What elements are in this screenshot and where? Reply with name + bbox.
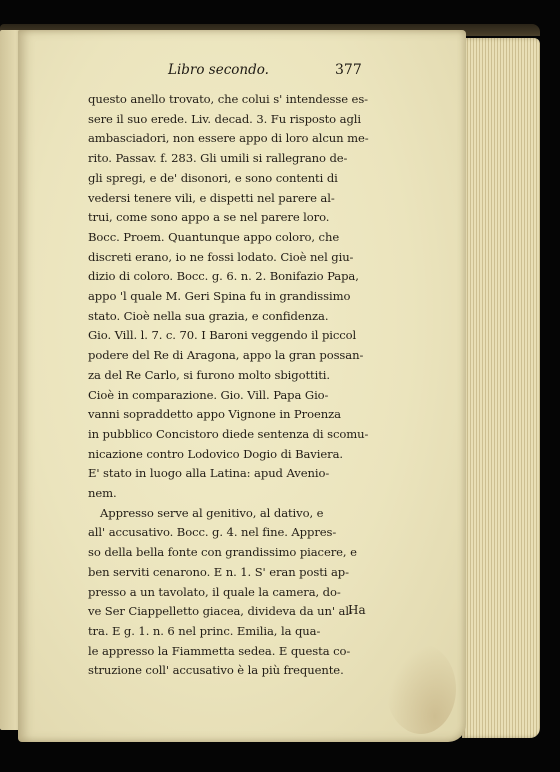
text-line: tra. E g. 1. n. 6 nel princ. Emilia, la qua- bbox=[88, 623, 321, 638]
text-line: Cioè in comparazione. Gio. Vill. Papa Gio- bbox=[88, 387, 329, 402]
text-line: nicazione contro Lodovico Dogio di Baviera. bbox=[88, 446, 343, 461]
running-head: Libro secondo. bbox=[168, 62, 269, 78]
text-line: Bocc. Proem. Quantunque appo coloro, che bbox=[88, 229, 340, 244]
text-line: trui, come sono appo a se nel parere loro. bbox=[88, 210, 330, 225]
page-fore-edge bbox=[462, 38, 540, 738]
text-line: podere del Re di Aragona, appo la gran possan- bbox=[88, 348, 364, 363]
text-line: gli spregi, e de' disonori, e sono contenti di bbox=[88, 170, 338, 185]
text-line: presso a un tavolato, il quale la camera, do- bbox=[88, 584, 341, 599]
catchword: Ha bbox=[348, 603, 366, 617]
text-line: za del Re Carlo, si furono molto sbigottiti. bbox=[88, 367, 330, 382]
text-line: so della bella fonte con grandissimo piacere, e bbox=[88, 545, 357, 560]
text-line: sere il suo erede. Liv. decad. 3. Fu risposto agli bbox=[88, 111, 362, 126]
text-line: stato. Cioè nella sua grazia, e confidenza. bbox=[88, 308, 329, 323]
text-line: ve Ser Ciappelletto giacea, divideva da un' al- bbox=[88, 604, 353, 619]
page-stain bbox=[386, 644, 456, 734]
text-line: in pubblico Concistoro diede sentenza di scomu- bbox=[88, 426, 369, 441]
body-text bbox=[88, 90, 388, 681]
text-line: E' stato in luogo alla Latina: apud Avenio- bbox=[88, 466, 330, 481]
text-line: vanni sopraddetto appo Vignone in Proenza bbox=[88, 407, 341, 422]
text-line: ambasciadori, non essere appo di loro alcun me- bbox=[88, 131, 369, 146]
text-line: appo 'l quale M. Geri Spina fu in grandissimo bbox=[88, 289, 351, 304]
text-line: vedersi tenere vili, e dispetti nel parere al- bbox=[88, 190, 335, 205]
text-line: Appresso serve al genitivo, al dativo, e bbox=[100, 505, 324, 520]
text-line: nem. bbox=[88, 486, 117, 501]
page-number: 377 bbox=[335, 62, 362, 78]
text-line: ben serviti cenarono. E n. 1. S' eran posti ap- bbox=[88, 564, 349, 579]
text-line: rito. Passav. f. 283. Gli umili si rallegrano de- bbox=[88, 151, 348, 166]
text-line: struzione coll' accusativo è la più frequente. bbox=[88, 663, 344, 678]
text-line: all' accusativo. Bocc. g. 4. nel fine. Appres- bbox=[88, 525, 337, 540]
text-line: Gio. Vill. l. 7. c. 70. I Baroni veggendo il piccol bbox=[88, 328, 357, 343]
text-line: le appresso la Fiammetta sedea. E questa co- bbox=[88, 643, 351, 658]
text-line: dizio di coloro. Bocc. g. 6. n. 2. Bonifazio Papa, bbox=[88, 269, 359, 284]
text-line: questo anello trovato, che colui s' intendesse es- bbox=[88, 92, 368, 106]
text-line: discreti erano, io ne fossi lodato. Cioè nel giu- bbox=[88, 249, 354, 264]
